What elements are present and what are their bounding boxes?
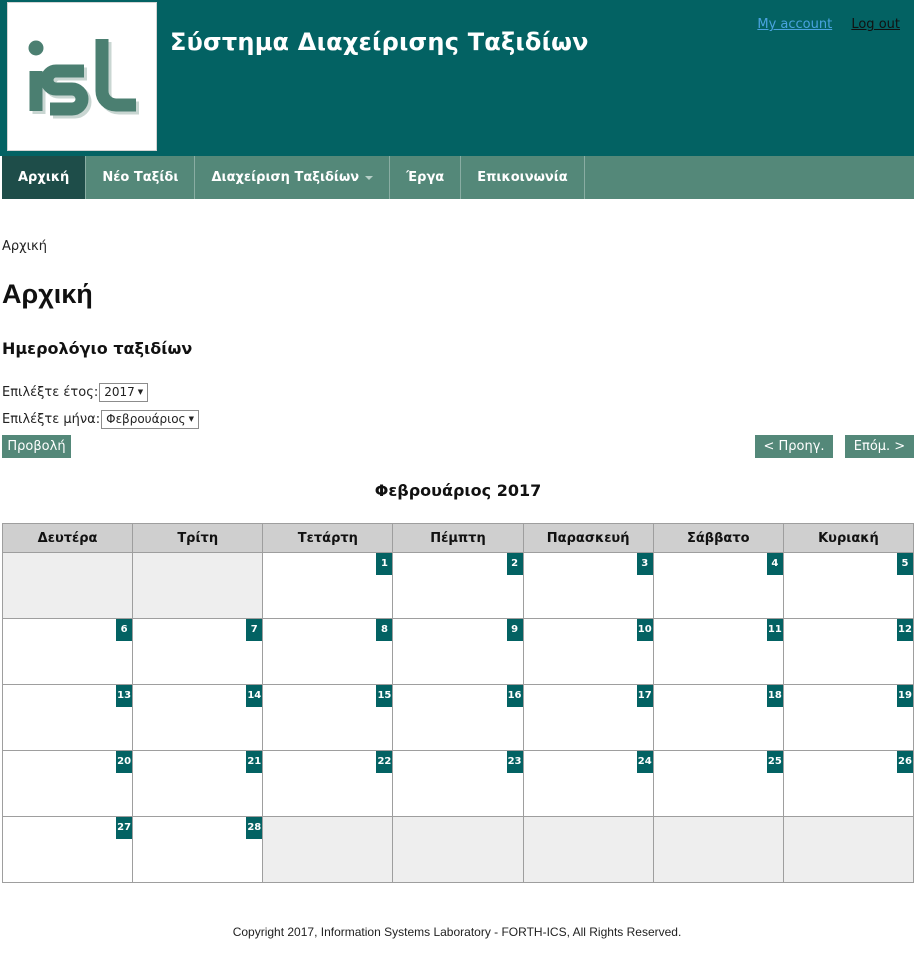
calendar-empty-cell — [653, 817, 783, 883]
day-number-badge: 21 — [246, 751, 262, 773]
calendar-day-cell[interactable] — [133, 751, 263, 817]
calendar-day-cell[interactable] — [263, 619, 393, 685]
prev-month-button[interactable]: < Προηγ. — [755, 435, 833, 458]
calendar-body — [3, 553, 914, 883]
next-month-button[interactable]: Επόμ. > — [845, 435, 914, 458]
day-number-badge: 14 — [246, 685, 262, 707]
calendar-day-cell[interactable] — [393, 619, 523, 685]
calendar-day-cell[interactable] — [783, 751, 913, 817]
my-account-link[interactable]: My account — [757, 17, 833, 32]
calendar-day-cell[interactable] — [263, 553, 393, 619]
day-number-badge: 18 — [767, 685, 783, 707]
day-number-badge: 6 — [116, 619, 132, 641]
calendar-day-cell[interactable] — [783, 619, 913, 685]
calendar-empty-cell — [523, 817, 653, 883]
user-links — [742, 17, 900, 32]
calendar-day-cell[interactable] — [393, 685, 523, 751]
day-number-badge: 1 — [376, 553, 392, 575]
day-number-badge: 19 — [897, 685, 913, 707]
calendar-day-cell[interactable] — [393, 751, 523, 817]
day-number-badge: 16 — [507, 685, 523, 707]
view-button[interactable]: Προβολή — [2, 435, 71, 458]
site-header — [0, 0, 914, 156]
weekday-header: Δευτέρα — [3, 524, 133, 553]
day-number-badge: 4 — [767, 553, 783, 575]
calendar-day-cell[interactable] — [393, 553, 523, 619]
calendar-day-cell[interactable] — [653, 553, 783, 619]
year-select[interactable] — [99, 383, 148, 402]
calendar-day-cell[interactable] — [3, 685, 133, 751]
weekday-header: Κυριακή — [783, 524, 913, 553]
calendar-week-row — [3, 817, 914, 883]
day-number-badge: 24 — [637, 751, 653, 773]
day-number-badge: 13 — [116, 685, 132, 707]
calendar-title: Φεβρουάριος 2017 — [374, 481, 542, 500]
calendar-day-cell[interactable] — [653, 751, 783, 817]
day-number-badge: 26 — [897, 751, 913, 773]
month-label: Επιλέξτε μήνα: — [2, 412, 101, 427]
weekday-header: Σάββατο — [653, 524, 783, 553]
day-number-badge: 10 — [637, 619, 653, 641]
calendar-grid — [2, 523, 914, 883]
calendar-empty-cell — [393, 817, 523, 883]
day-number-badge: 8 — [376, 619, 392, 641]
year-select-value: 2017 — [104, 385, 135, 399]
calendar-day-cell[interactable] — [133, 685, 263, 751]
calendar-day-cell[interactable] — [523, 751, 653, 817]
day-number-badge: 11 — [767, 619, 783, 641]
day-number-badge: 27 — [116, 817, 132, 839]
calendar-week-row — [3, 553, 914, 619]
calendar-empty-cell — [783, 817, 913, 883]
year-row — [2, 383, 148, 402]
calendar-day-cell[interactable] — [653, 685, 783, 751]
calendar-week-row — [3, 751, 914, 817]
calendar-day-cell[interactable] — [783, 685, 913, 751]
calendar-day-cell[interactable] — [133, 817, 263, 883]
page-title: Αρχική — [2, 279, 93, 309]
day-number-badge: 23 — [507, 751, 523, 773]
month-select-value: Φεβρουάριος — [106, 412, 186, 426]
breadcrumb: Αρχική — [2, 239, 47, 254]
weekday-header: Τετάρτη — [263, 524, 393, 553]
calendar-day-cell[interactable] — [523, 619, 653, 685]
nav-item-home[interactable]: Αρχική — [2, 156, 86, 199]
month-select[interactable] — [101, 410, 199, 429]
calendar-day-cell[interactable] — [3, 619, 133, 685]
calendar-empty-cell — [263, 817, 393, 883]
day-number-badge: 3 — [637, 553, 653, 575]
calendar-day-cell[interactable] — [653, 619, 783, 685]
calendar-week-row — [3, 619, 914, 685]
year-label: Επιλέξτε έτος: — [2, 385, 99, 400]
day-number-badge: 5 — [897, 553, 913, 575]
day-number-badge: 15 — [376, 685, 392, 707]
calendar-day-cell[interactable] — [263, 685, 393, 751]
dropdown-arrow-icon: ▼ — [137, 388, 144, 396]
footer-copyright: Copyright 2017, Information Systems Laboratory - FORTH-ICS, All Rights Reserved. — [232, 925, 682, 939]
nav-item-projects[interactable]: Έργα — [390, 156, 461, 199]
nav-item-manage-trips-label: Διαχείριση Ταξιδίων — [211, 170, 360, 185]
calendar-day-cell[interactable] — [133, 619, 263, 685]
section-title: Ημερολόγιο ταξιδίων — [2, 339, 193, 358]
calendar-day-cell[interactable] — [3, 751, 133, 817]
month-row — [2, 410, 199, 429]
calendar-empty-cell — [133, 553, 263, 619]
calendar-day-cell[interactable] — [3, 817, 133, 883]
weekday-header: Πέμπτη — [393, 524, 523, 553]
day-number-badge: 12 — [897, 619, 913, 641]
main-nav — [2, 156, 914, 199]
calendar-week-row — [3, 685, 914, 751]
day-number-badge: 7 — [246, 619, 262, 641]
weekday-header-row — [3, 524, 914, 553]
logout-link[interactable]: Log out — [851, 17, 900, 32]
day-number-badge: 28 — [246, 817, 262, 839]
calendar-empty-cell — [3, 553, 133, 619]
calendar-day-cell[interactable] — [523, 553, 653, 619]
day-number-badge: 22 — [376, 751, 392, 773]
weekday-header: Παρασκευή — [523, 524, 653, 553]
calendar-day-cell[interactable] — [783, 553, 913, 619]
day-number-badge: 2 — [507, 553, 523, 575]
weekday-header: Τρίτη — [133, 524, 263, 553]
nav-item-new-trip[interactable]: Νέο Ταξίδι — [86, 156, 195, 199]
day-number-badge: 25 — [767, 751, 783, 773]
nav-item-contact[interactable]: Επικοινωνία — [461, 156, 584, 199]
isl-logo-icon — [26, 35, 140, 121]
day-number-badge: 20 — [116, 751, 132, 773]
dropdown-arrow-icon: ▼ — [188, 415, 194, 423]
day-number-badge: 17 — [637, 685, 653, 707]
calendar-day-cell[interactable] — [263, 751, 393, 817]
nav-item-manage-trips[interactable] — [195, 156, 390, 199]
chevron-down-icon — [365, 176, 373, 180]
day-number-badge: 9 — [507, 619, 523, 641]
site-title: Σύστημα Διαχείρισης Ταξιδίων — [170, 28, 589, 56]
calendar-day-cell[interactable] — [523, 685, 653, 751]
isl-logo[interactable] — [7, 2, 157, 151]
